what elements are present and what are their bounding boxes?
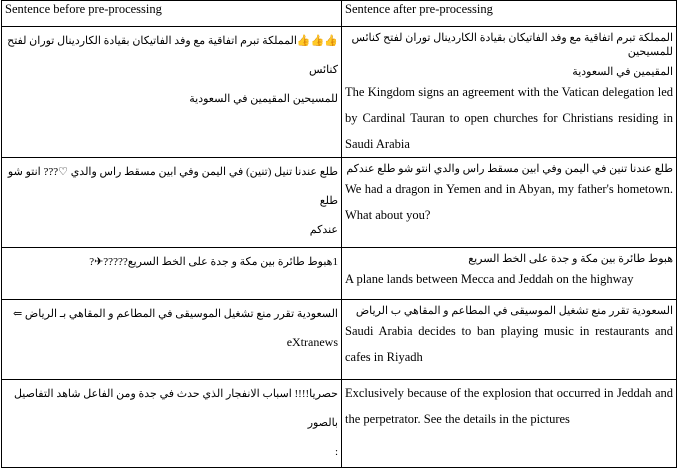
cell-after [342, 380, 677, 468]
before-line: 👍👍👍المملكة تبرم اتفاقية مع وفد الفاتيكان بقيادة الكاردينال توران لفتح كنائس [7, 35, 338, 76]
after-english: We had a dragon in Yemen and in Abyan, my father's hometown. What about you? [345, 182, 673, 222]
header-after: Sentence after pre-processing [342, 1, 677, 27]
before-extra: eXtranews [286, 335, 338, 349]
after-ar-line: هبوط طائرة بين مكة و جدة على الخط السريع [468, 253, 673, 265]
after-arabic [345, 300, 673, 318]
header-before: Sentence before pre-processing [2, 1, 342, 27]
preprocessing-table [1, 0, 677, 468]
cell-after [342, 248, 677, 300]
cell-after [342, 300, 677, 380]
table-row [2, 248, 677, 300]
table-row [2, 380, 677, 468]
after-ar-line: طلع عندنا تنين في اليمن وفي ابين مسقط راس والدي انتو شو طلع عندكم [346, 163, 673, 175]
cell-before [2, 300, 342, 380]
cell-before [2, 380, 342, 468]
after-english: Exclusively because of the explosion that occurred in Jeddah and the perpetrator. See the details in the pictures [345, 386, 673, 426]
cell-after [342, 158, 677, 248]
table-row [2, 300, 677, 380]
before-line: حصريا!!!! اسباب الانفجار الذي حدث في جدة ومن الفاعل شاهد التفاصيل بالصور [13, 388, 338, 429]
before-line: عندكم [309, 224, 338, 236]
cell-before [2, 158, 342, 248]
table-row [2, 158, 677, 248]
before-line: 1هبوط طائرة بين مكة و جدة على الخط السريع?????✈? [89, 256, 338, 268]
before-line: للمسيحين المقيمين في السعودية [189, 93, 338, 105]
cell-before [2, 248, 342, 300]
before-line: طلع عندنا تنيل (تنين) في اليمن وفي ابين مسقط راس والدي ♡??? انتو شو طلع [7, 166, 338, 207]
after-arabic [345, 158, 673, 176]
before-line: السعودية تقرر منع تشغيل الموسيقى في المطاعم و المقاهي بـ الرياض ⇐ [12, 308, 338, 320]
before-line: : [334, 446, 338, 458]
after-arabic [345, 248, 673, 266]
cell-before [2, 27, 342, 158]
table-row [2, 27, 677, 158]
after-english: A plane lands between Mecca and Jeddah on the highway [345, 272, 634, 286]
after-arabic [345, 27, 673, 79]
cell-after [342, 27, 677, 158]
after-ar-line: السعودية تقرر منع تشغيل الموسيقى في المطاعم و المقاهي ب الرياض [355, 305, 673, 317]
after-english: Saudi Arabia decides to ban playing music in restaurants and cafes in Riyadh [345, 324, 673, 364]
after-ar-line: المملكة تبرم اتفاقية مع وفد الفاتيكان بقيادة الكاردينال توران لفتح كنائس للمسيحين [351, 32, 673, 58]
header-row [2, 1, 677, 27]
after-ar-line: المقيمين في السعودية [572, 66, 673, 78]
after-english: The Kingdom signs an agreement with the Vatican delegation led by Cardinal Tauran to open churches for Christians residing in Saudi Arabia [345, 85, 673, 151]
